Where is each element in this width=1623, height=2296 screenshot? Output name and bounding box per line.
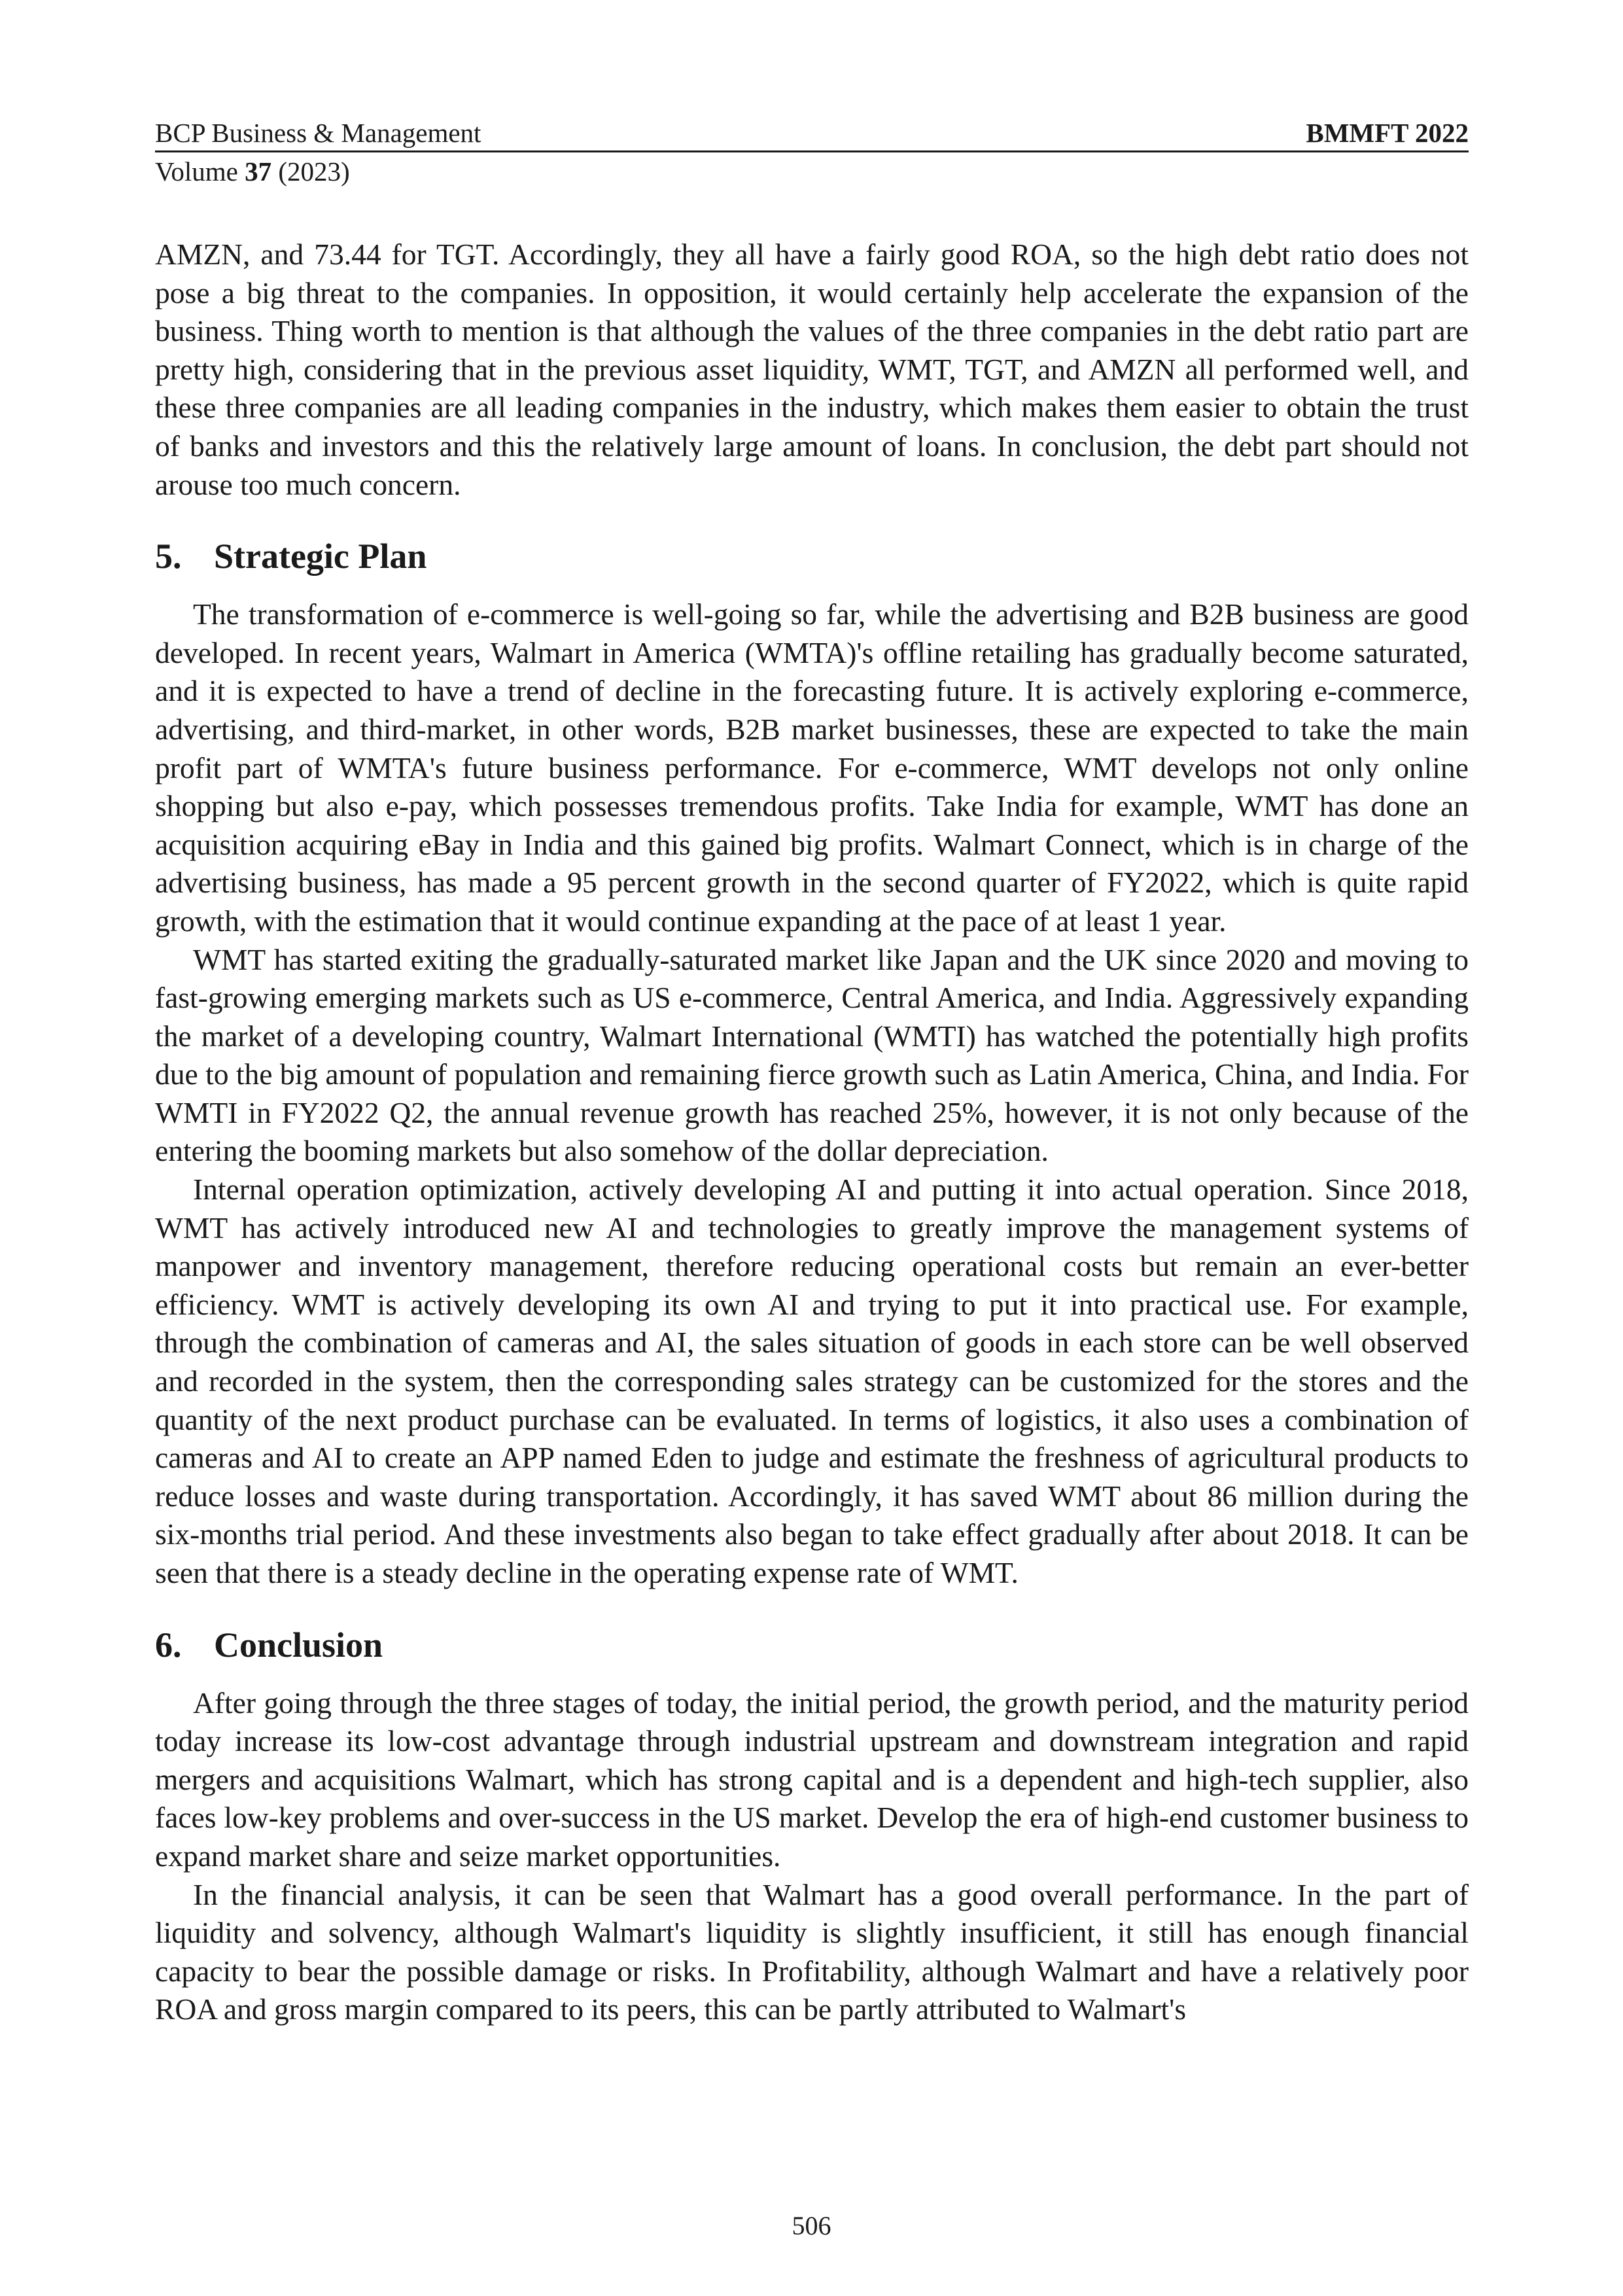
- page-body: [155, 236, 1469, 2029]
- section-5-heading: [155, 535, 1469, 577]
- conference-name: BMMFT 2022: [1306, 118, 1469, 148]
- volume-number: 37: [245, 156, 272, 186]
- section-6-paragraph-2: In the financial analysis, it can be seen that Walmart has a good overall performance. In the part of liquidity and solvency, although Walmart's liquidity is slightly insufficient, it still has enough financial capacity to bear the possible damage or risks. In Profitability, although Walmart and have a relatively poor ROA and gross margin compared to its peers, this can be partly attributed to Walmart's: [155, 1877, 1469, 2026]
- volume-line: [155, 154, 1469, 189]
- section-5-paragraph-3: Internal operation optimization, actively developing AI and putting it into actual operation. Since 2018, WMT has actively introduced new AI and technologies to greatly improve the management systems of manpower and inventory management, therefore reducing operational costs but remain an ever-better efficiency. WMT is actively developing its own AI and trying to put it into practical use. For example, through the combination of cameras and AI, the sales situation of goods in each store can be well observed and recorded in the system, then the corresponding sales strategy can be customized for the stores and the quantity of the next product purchase can be evaluated. In terms of logistics, it also uses a combination of cameras and AI to create an APP named Eden to judge and estimate the freshness of agricultural products to reduce losses and waste during transportation. Accordingly, it has saved WMT about 86 million during the six-months trial period. And these investments also began to take effect gradually after about 2018. It can be seen that there is a steady decline in the operating expense rate of WMT.: [155, 1173, 1469, 1589]
- running-header: [155, 116, 1469, 189]
- header-row: [155, 116, 1469, 152]
- volume-prefix: Volume: [155, 156, 245, 186]
- journal-name: BCP Business & Management: [155, 118, 481, 148]
- section-5-number: 5.: [155, 537, 182, 576]
- section-6-number: 6.: [155, 1625, 182, 1665]
- section-5-paragraph-2: WMT has started exiting the gradually-saturated market like Japan and the UK since 2020 and moving to fast-growing emerging markets such as US e-commerce, Central America, and India. Aggressively expanding the market of a developing country, Walmart International (WMTI) has watched the potentially high profits due to the big amount of population and remaining fierce growth such as Latin America, China, and India. For WMTI in FY2022 Q2, the annual revenue growth has reached 25%, however, it is not only because of the entering the booming markets but also somehow of the dollar depreciation.: [155, 942, 1469, 1168]
- continued-paragraph: AMZN, and 73.44 for TGT. Accordingly, they all have a fairly good ROA, so the high debt ratio does not pose a big threat to the companies. In opposition, it would certainly help accelerate the expansion of the business. Thing worth to mention is that although the values of the three companies in the debt ratio part are pretty high, considering that in the previous asset liquidity, WMT, TGT, and AMZN all performed well, and these three companies are all leading companies in the industry, which makes them easier to obtain the trust of banks and investors and this the relatively large amount of loans. In conclusion, the debt part should not arouse too much concern.: [155, 238, 1469, 501]
- section-6-title: Conclusion: [214, 1625, 383, 1665]
- section-6-heading: [155, 1624, 1469, 1666]
- volume-year: (2023): [271, 156, 350, 186]
- section-5-title: Strategic Plan: [214, 537, 427, 576]
- page-number: 506: [792, 2211, 831, 2240]
- section-5-paragraph-1: The transformation of e-commerce is well-going so far, while the advertising and B2B business are good developed. In recent years, Walmart in America (WMTA)'s offline retailing has gradually become saturated, and it is expected to have a trend of decline in the forecasting future. It is actively exploring e-commerce, advertising, and third-market, in other words, B2B market businesses, these are expected to take the main profit part of WMTA's future business performance. For e-commerce, WMT develops not only online shopping but also e-pay, which possesses tremendous profits. Take India for example, WMT has done an acquisition acquiring eBay in India and this gained big profits. Walmart Connect, which is in charge of the advertising business, has made a 95 percent growth in the second quarter of FY2022, which is quite rapid growth, with the estimation that it would continue expanding at the pace of at least 1 year.: [155, 597, 1469, 938]
- section-6-paragraph-1: After going through the three stages of today, the initial period, the growth period, and the maturity period today increase its low-cost advantage through industrial upstream and downstream integration and rapid mergers and acquisitions Walmart, which has strong capital and is a dependent and high-tech supplier, also faces low-key problems and over-success in the US market. Develop the era of high-end customer business to expand market share and seize market opportunities.: [155, 1686, 1469, 1873]
